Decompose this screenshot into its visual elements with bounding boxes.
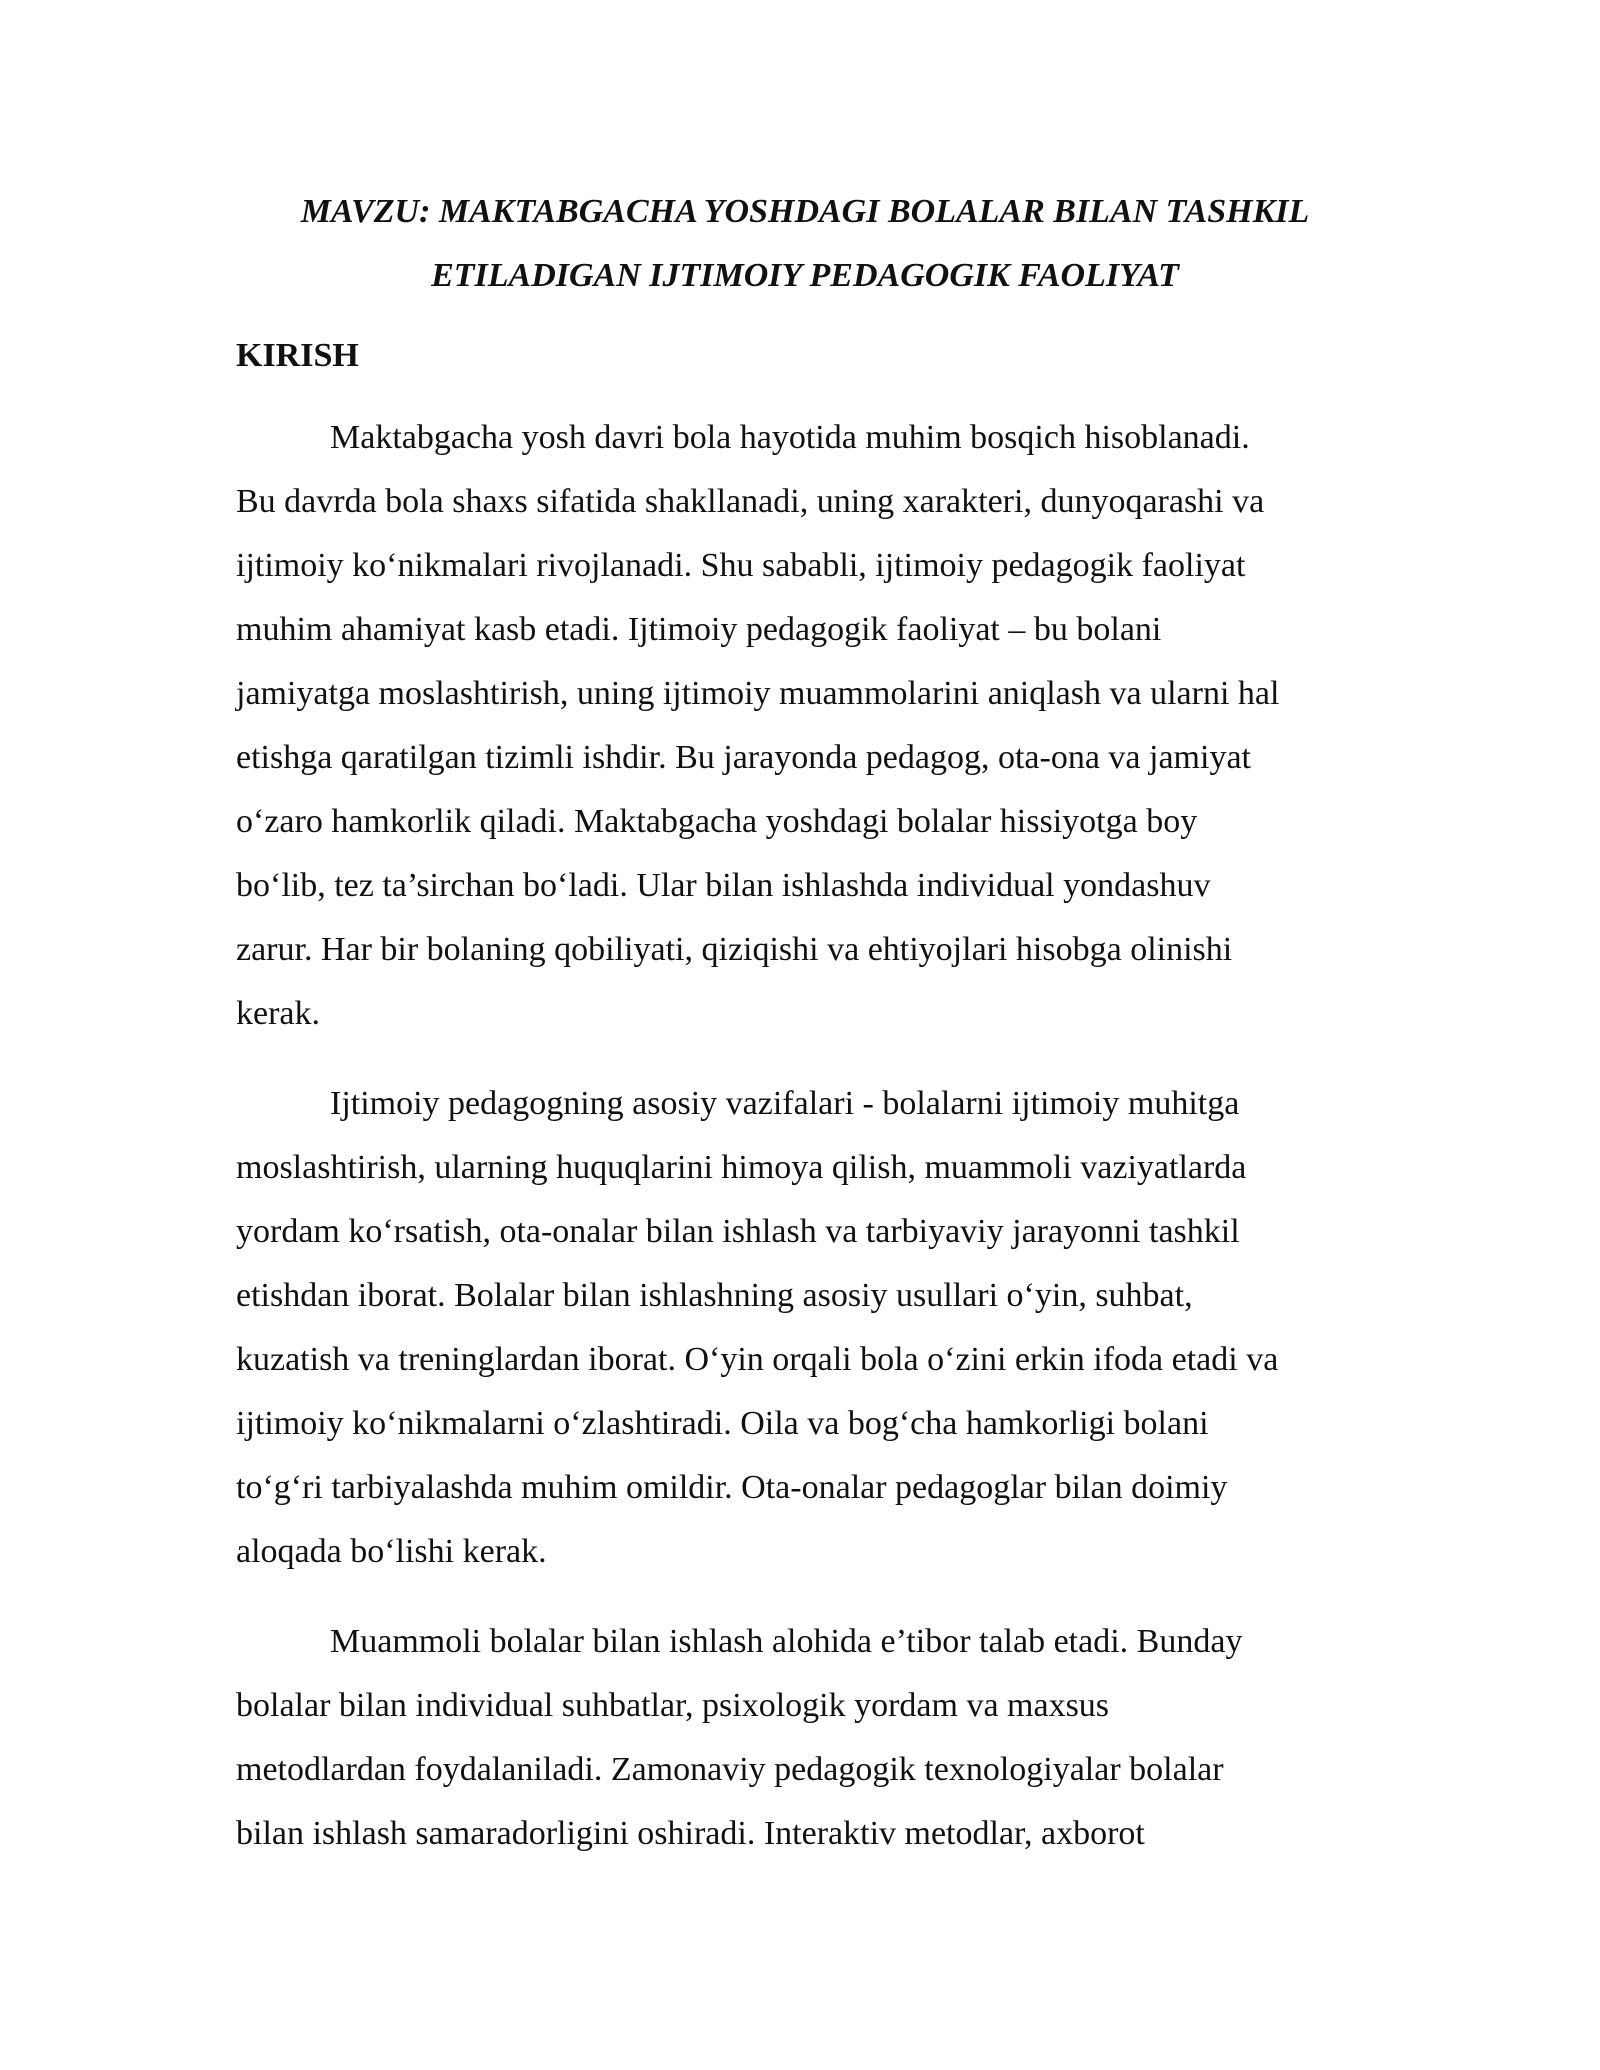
paragraph-line: kerak. (236, 995, 321, 1032)
document-title (236, 180, 1364, 308)
section-heading: KIRISH (236, 337, 359, 374)
document-page (236, 180, 1364, 1866)
paragraph-line: moslashtirish, ularning huquqlarini himoya qilish, muammoli vaziyatlarda (236, 1149, 1247, 1186)
paragraph-line: Ijtimoiy pedagogning asosiy vazifalari - bolalarni ijtimoiy muhitga (330, 1085, 1240, 1122)
paragraph-line: aloqada boʻlishi kerak. (236, 1533, 547, 1570)
title-line-1: MAVZU: MAKTABGACHA YOSHDAGI BOLALAR BILAN TASHKIL (300, 193, 1310, 230)
paragraph-1 (236, 406, 1364, 1046)
paragraph-line: etishdan iborat. Bolalar bilan ishlashning asosiy usullari oʻyin, suhbat, (236, 1277, 1193, 1314)
paragraph-line: boʻlib, tez ta’sirchan boʻladi. Ular bilan ishlashda individual yondashuv (236, 867, 1211, 904)
paragraph-line: zarur. Har bir bolaning qobiliyati, qiziqishi va ehtiyojlari hisobga olinishi (236, 931, 1233, 968)
paragraph-line: Maktabgacha yosh davri bola hayotida muhim bosqich hisoblanadi. (330, 419, 1250, 456)
paragraph-2 (236, 1072, 1364, 1584)
paragraph-line: toʻgʻri tarbiyalashda muhim omildir. Ota-onalar pedagoglar bilan doimiy (236, 1469, 1228, 1506)
paragraph-3 (236, 1610, 1364, 1866)
paragraph-line: bolalar bilan individual suhbatlar, psixologik yordam va maxsus (236, 1687, 1110, 1724)
paragraph-line: yordam koʻrsatish, ota-onalar bilan ishlash va tarbiyaviy jarayonni tashkil (236, 1213, 1240, 1250)
paragraph-line: etishga qaratilgan tizimli ishdir. Bu jarayonda pedagog, ota-ona va jamiyat (236, 739, 1251, 776)
paragraph-line: ijtimoiy koʻnikmalarni oʻzlashtiradi. Oila va bogʻcha hamkorligi bolani (236, 1405, 1209, 1442)
paragraph-line: metodlardan foydalaniladi. Zamonaviy pedagogik texnologiyalar bolalar (236, 1751, 1224, 1788)
paragraph-line: Bu davrda bola shaxs sifatida shakllanadi, uning xarakteri, dunyoqarashi va (236, 483, 1265, 520)
paragraph-line: Muammoli bolalar bilan ishlash alohida e’tibor talab etadi. Bunday (330, 1623, 1243, 1660)
paragraph-line: jamiyatga moslashtirish, uning ijtimoiy muammolarini aniqlash va ularni hal (236, 675, 1280, 712)
paragraph-line: bilan ishlash samaradorligini oshiradi. Interaktiv metodlar, axborot (236, 1815, 1145, 1852)
paragraph-line: muhim ahamiyat kasb etadi. Ijtimoiy pedagogik faoliyat – bu bolani (236, 611, 1162, 648)
paragraph-line: ijtimoiy koʻnikmalari rivojlanadi. Shu sababli, ijtimoiy pedagogik faoliyat (236, 547, 1246, 584)
paragraph-line: kuzatish va treninglardan iborat. Oʻyin orqali bola oʻzini erkin ifoda etadi va (236, 1341, 1279, 1378)
title-line-2: ETILADIGAN IJTIMOIY PEDAGOGIK FAOLIYAT (431, 257, 1179, 294)
paragraph-line: oʻzaro hamkorlik qiladi. Maktabgacha yoshdagi bolalar hissiyotga boy (236, 803, 1198, 840)
